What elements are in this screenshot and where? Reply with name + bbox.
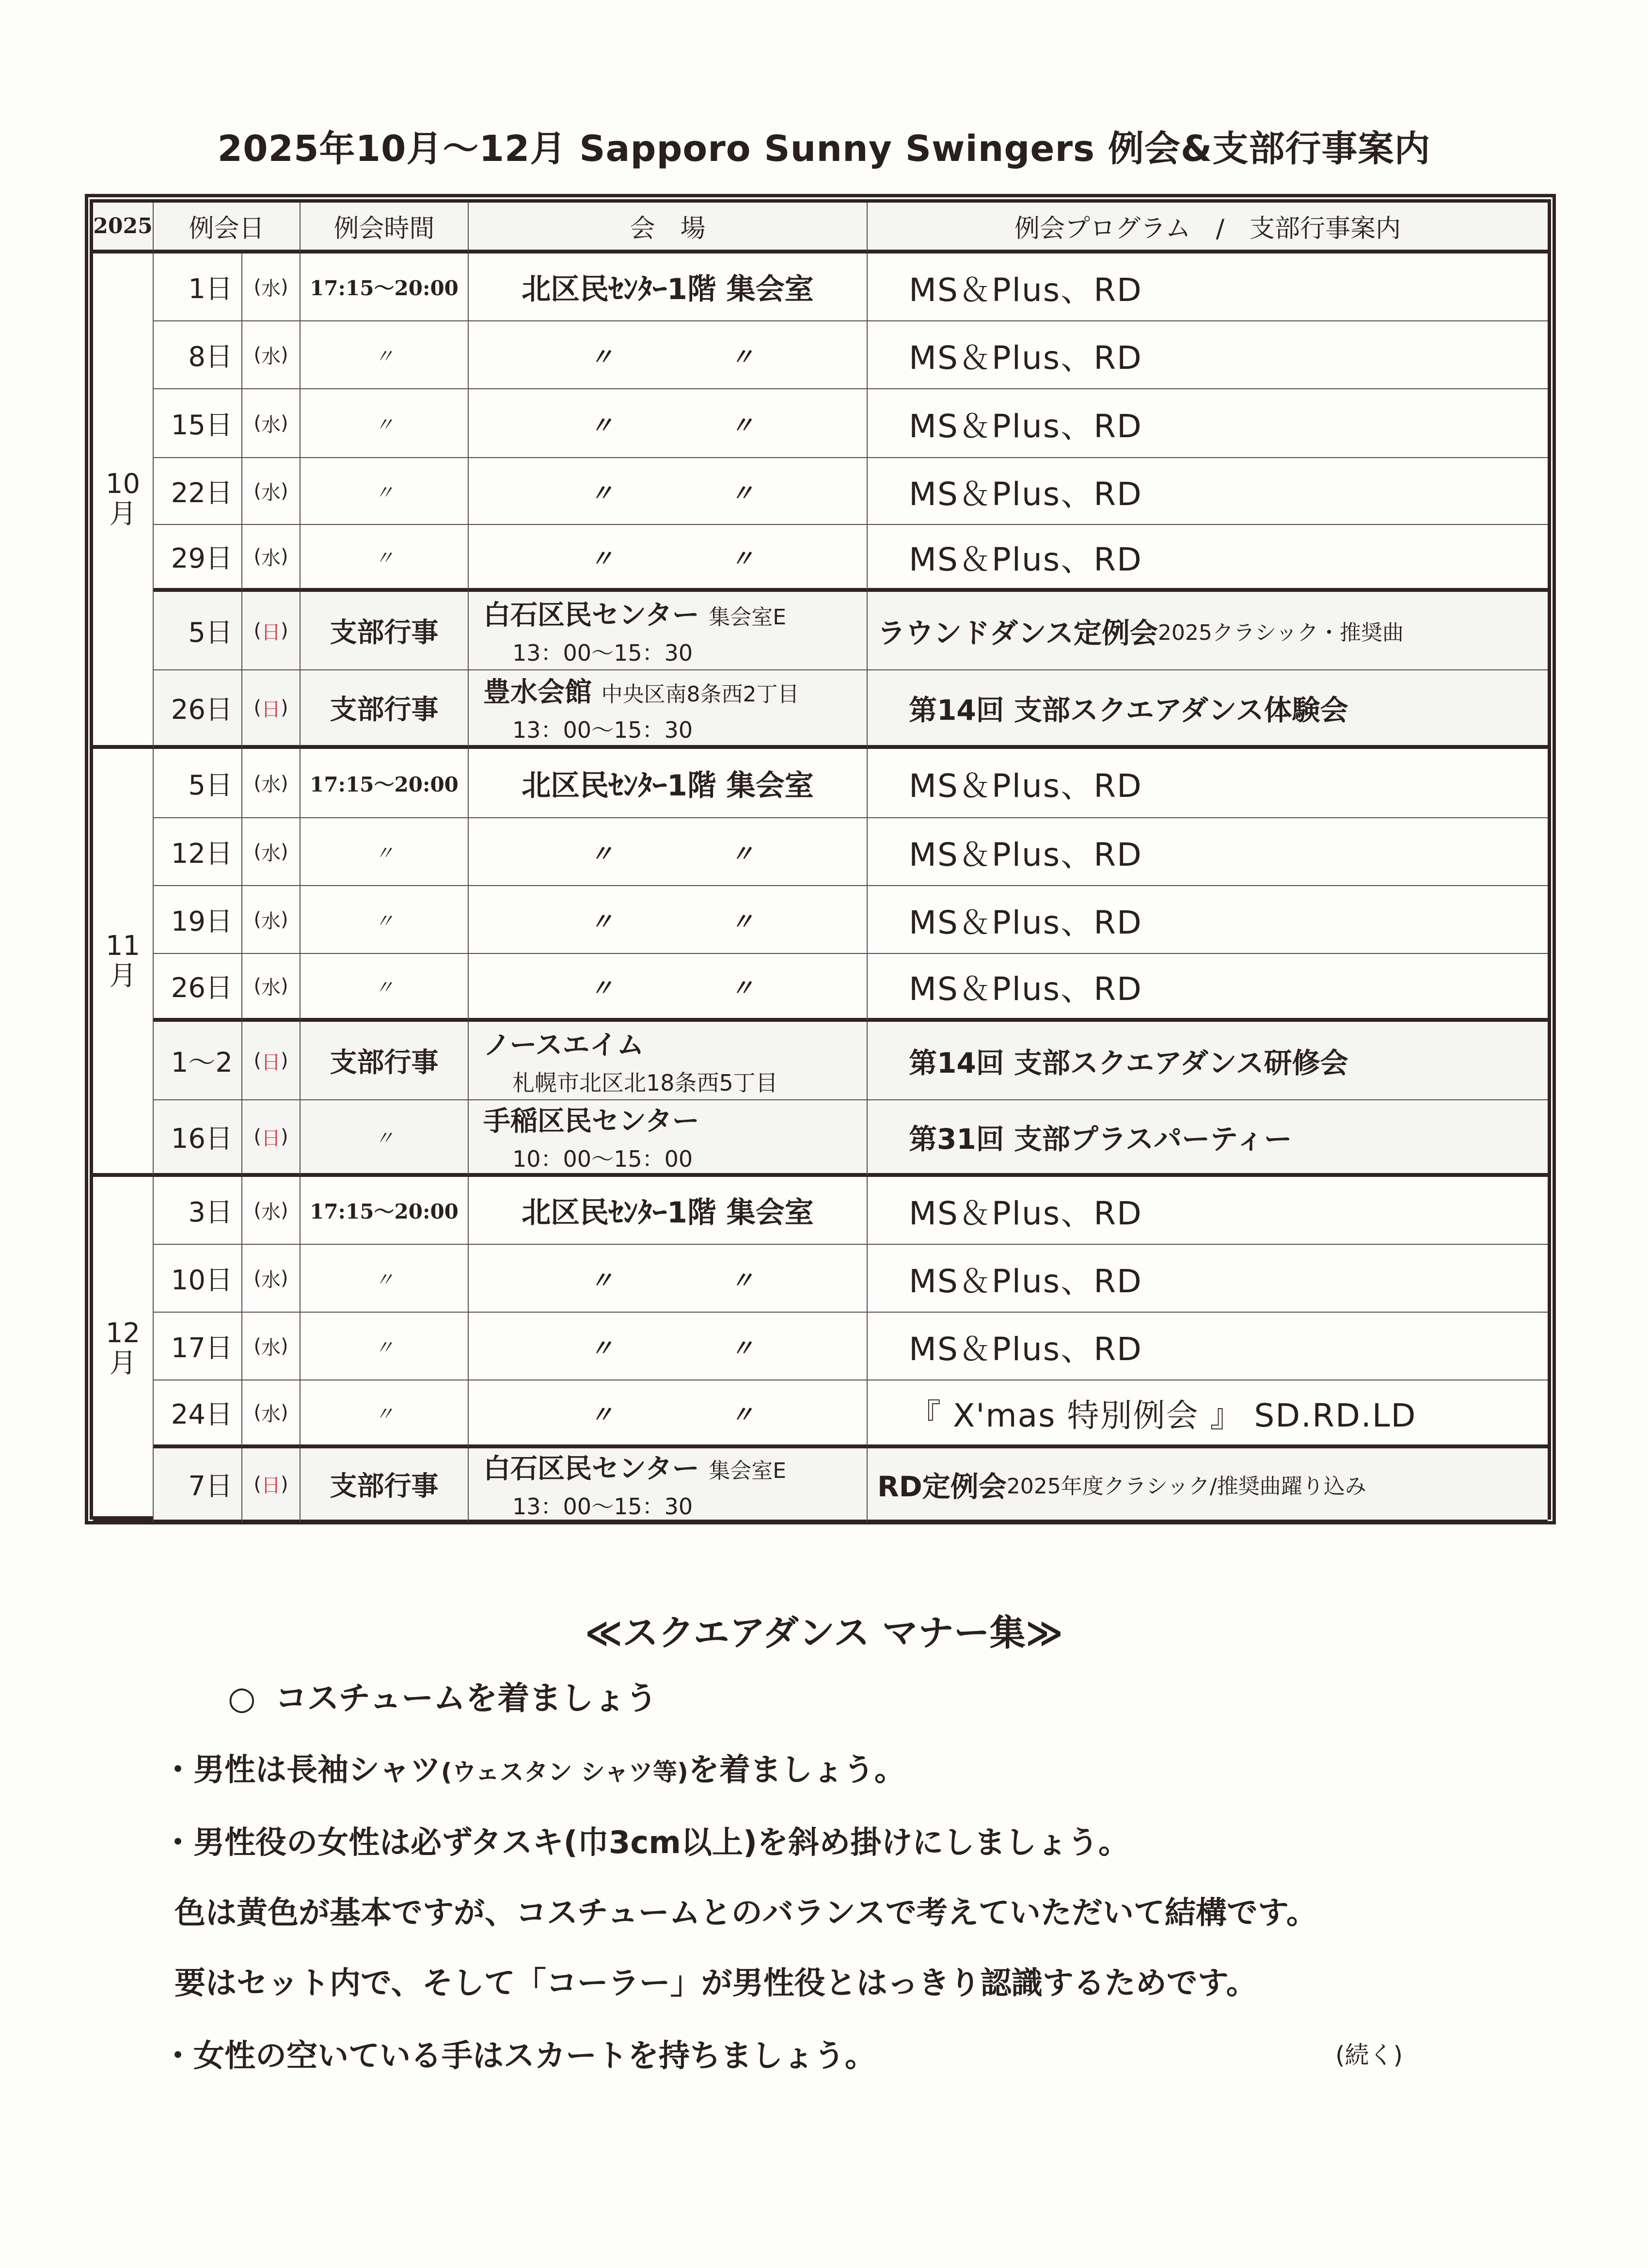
ditto-mark: 〃 (590, 1334, 614, 1362)
ditto-mark: 〃 (590, 479, 614, 507)
day-text: 26日 (171, 972, 233, 1004)
venue-line-2: 10：00～15：00 (512, 1146, 693, 1172)
line-text: 要はセット内で、そして「コーラー」が男性役とはっきり認識するためです。 (174, 1966, 1257, 2001)
paren-open: ( (254, 1473, 261, 1495)
paren-close: ) (281, 480, 288, 502)
paren-open: ( (254, 480, 261, 502)
row-weekday (242, 1177, 301, 1245)
section-title: コスチュームを着ましょう (275, 1680, 658, 1717)
row-program (868, 1177, 1548, 1245)
program-name: 第31回 支部プラスパーティー (909, 1123, 1292, 1156)
paren-open: ( (254, 1049, 261, 1072)
manners-line-1 (162, 1745, 905, 1790)
month-number: 12 (105, 1317, 141, 1349)
paren-open: ( (254, 908, 261, 931)
weekday-text: 水 (261, 1269, 281, 1291)
row-program (868, 1380, 1548, 1448)
paren-open: ( (254, 841, 261, 863)
ditto-mark: 〃 (730, 343, 754, 371)
weekday-text: 日 (261, 698, 281, 721)
weekday-text: 水 (261, 842, 281, 865)
venue-line-1 (483, 1024, 644, 1063)
day-text: 1日 (188, 273, 233, 305)
row-program (868, 525, 1548, 592)
row-venue (469, 749, 868, 818)
paren-close: ) (281, 1126, 288, 1148)
weekday-text: 水 (261, 910, 281, 933)
program-name: MS＆Plus、RD (909, 540, 1142, 578)
row-venue (469, 818, 868, 886)
paren-close: ) (281, 1401, 288, 1424)
weekday-text: 水 (261, 277, 281, 300)
time-text: 17:15～20:00 (310, 1200, 459, 1223)
day-text: 19日 (171, 906, 233, 937)
day-text: 10日 (171, 1265, 233, 1296)
row-time (301, 1245, 469, 1313)
page-title: 2025年10月～12月 Sapporo Sunny Swingers 例会&支部行事案内 (217, 128, 1431, 170)
row-weekday (242, 670, 301, 749)
venue-line-2: 13：00～15：30 (512, 1493, 693, 1520)
row-program (868, 458, 1548, 525)
venue-line-1 (483, 671, 799, 710)
row-weekday (242, 886, 301, 954)
bullet: ・ (162, 2038, 193, 2074)
time-text: 支部行事 (330, 1047, 439, 1078)
row-time (301, 818, 469, 886)
row-weekday (242, 1380, 301, 1448)
manners-line-4 (174, 1958, 1257, 2003)
manners-line-3 (174, 1888, 1317, 1933)
header-venue: 会 場 (469, 203, 868, 254)
month-label (93, 1177, 154, 1523)
venue-detail: 集会室E (709, 1458, 787, 1483)
weekday-text: 日 (261, 1475, 281, 1497)
row-venue (469, 458, 868, 525)
ditto-mark: 〃 (730, 545, 754, 572)
row-weekday (242, 525, 301, 592)
time-text: 17:15～20:00 (310, 772, 459, 796)
program-name: MS＆Plus、RD (909, 1330, 1142, 1368)
row-day (154, 886, 242, 954)
paren-open: ( (254, 1401, 261, 1424)
row-time (301, 458, 469, 525)
time-text: 支部行事 (330, 617, 439, 649)
time-text: 〃 (374, 976, 394, 999)
line-note: (ウェスタン シャツ等) (441, 1758, 688, 1786)
weekday-text: 水 (261, 774, 281, 796)
row-venue (469, 1022, 868, 1100)
paren-open: ( (254, 772, 261, 794)
row-day (154, 954, 242, 1022)
month-unit: 月 (109, 498, 137, 530)
header-date: 例会日 (154, 203, 301, 254)
weekday-text: 日 (261, 1051, 281, 1074)
venue-name: 北区民ｾﾝﾀｰ1階 集会室 (522, 768, 814, 803)
row-day (154, 1448, 242, 1523)
venue-name: 豊水会館 (483, 677, 592, 708)
row-program (868, 1022, 1548, 1100)
ditto-mark: 〃 (730, 479, 754, 507)
venue-name: 北区民ｾﾝﾀｰ1階 集会室 (522, 272, 814, 306)
row-venue (469, 886, 868, 954)
row-venue (469, 525, 868, 592)
program-detail: 2025クラシック・推奨曲 (1157, 620, 1404, 645)
time-text: 支部行事 (330, 694, 439, 726)
venue-detail: 集会室E (709, 605, 787, 630)
venue-line-1 (483, 594, 786, 633)
venue-name: 手稲区民センター (483, 1106, 699, 1137)
row-program (868, 670, 1548, 749)
day-text: 15日 (171, 410, 233, 441)
row-time (301, 592, 469, 670)
day-text: 3日 (188, 1197, 233, 1228)
row-day (154, 592, 242, 670)
ditto-mark: 〃 (590, 908, 614, 936)
weekday-text: 水 (261, 345, 281, 368)
program-name: MS＆Plus、RD (909, 339, 1142, 377)
venue-name: 白石区民センター (483, 1453, 699, 1485)
program-name: MS＆Plus、RD (909, 1262, 1142, 1300)
row-venue (469, 254, 868, 321)
row-day (154, 749, 242, 818)
row-time (301, 1100, 469, 1177)
row-venue (469, 1380, 868, 1448)
month-number: 10 (105, 468, 141, 500)
row-program (868, 1245, 1548, 1313)
row-time (301, 749, 469, 818)
venue-line-2: 札幌市北区北18条西5丁目 (512, 1070, 778, 1096)
manners-line-5 (162, 2031, 876, 2076)
venue-detail: 中央区南8条西2丁目 (601, 682, 799, 707)
header-time: 例会時間 (301, 203, 469, 254)
venue-line-2: 13：00～15：30 (512, 640, 693, 666)
program-name: MS＆Plus、RD (909, 767, 1142, 805)
program-name: MS＆Plus、RD (909, 970, 1142, 1008)
row-program (868, 818, 1548, 886)
row-weekday (242, 389, 301, 458)
bullet: ・ (162, 1825, 193, 1861)
time-text: 〃 (374, 1127, 394, 1150)
ditto-mark: 〃 (590, 974, 614, 1002)
row-program (868, 1448, 1548, 1523)
row-program (868, 592, 1548, 670)
row-program (868, 886, 1548, 954)
program-detail: 2025年度クラシック/推奨曲躍り込み (1006, 1474, 1366, 1499)
paren-close: ) (281, 1335, 288, 1357)
paren-close: ) (281, 772, 288, 794)
time-text: 〃 (374, 481, 394, 504)
day-text: 5日 (188, 769, 233, 801)
row-day (154, 1177, 242, 1245)
circle-marker-icon: ○ (228, 1680, 256, 1717)
weekday-text: 水 (261, 1201, 281, 1223)
paren-close: ) (281, 545, 288, 568)
program-name: 第14回 支部スクエアダンス研修会 (909, 1047, 1348, 1079)
day-text: 5日 (188, 617, 233, 649)
row-venue (469, 592, 868, 670)
program-name: MS＆Plus、RD (909, 475, 1142, 513)
paren-open: ( (254, 1335, 261, 1357)
paren-open: ( (254, 1267, 261, 1289)
row-program (868, 954, 1548, 1022)
manners-title: ≪スクエアダンス マナー集≫ (585, 1612, 1063, 1654)
paren-close: ) (281, 1049, 288, 1072)
row-time (301, 1022, 469, 1100)
month-label (93, 749, 154, 1177)
weekday-text: 日 (261, 1127, 281, 1150)
paren-open: ( (254, 344, 261, 366)
day-text: 8日 (188, 341, 233, 373)
program-name: ラウンドダンス定例会 (877, 617, 1158, 650)
line-text: 色は黄色が基本ですが、コスチュームとのバランスで考えていただいて結構です。 (174, 1895, 1317, 1931)
row-weekday (242, 592, 301, 670)
paren-close: ) (281, 412, 288, 434)
program-name: MS＆Plus、RD (909, 1194, 1142, 1232)
ditto-mark: 〃 (590, 840, 614, 868)
ditto-mark: 〃 (730, 1401, 754, 1428)
bullet: ・ (162, 1752, 193, 1788)
ditto-mark: 〃 (590, 1401, 614, 1428)
day-text: 22日 (171, 477, 233, 509)
row-time (301, 670, 469, 749)
row-weekday (242, 1022, 301, 1100)
header-year: 2025 (93, 203, 154, 254)
paren-open: ( (254, 697, 261, 719)
row-day (154, 525, 242, 592)
row-program (868, 1100, 1548, 1177)
line-text-rest: を着ましょう。 (688, 1752, 905, 1788)
ditto-mark: 〃 (730, 974, 754, 1002)
row-program (868, 1313, 1548, 1380)
time-text: 〃 (374, 345, 394, 368)
day-text: 12日 (171, 838, 233, 870)
row-weekday (242, 1245, 301, 1313)
row-day (154, 254, 242, 321)
row-weekday (242, 458, 301, 525)
manners-line-2 (162, 1818, 1129, 1862)
ditto-mark: 〃 (590, 1267, 614, 1294)
paren-close: ) (281, 619, 288, 642)
time-text: 〃 (374, 413, 394, 436)
program-name: 第14回 支部スクエアダンス体験会 (909, 694, 1348, 727)
row-time (301, 1380, 469, 1448)
month-number: 11 (105, 930, 141, 962)
row-day (154, 1100, 242, 1177)
time-text: 17:15～20:00 (310, 276, 459, 300)
paren-open: ( (254, 975, 261, 997)
paren-open: ( (254, 412, 261, 434)
row-venue (469, 1100, 868, 1177)
row-time (301, 1448, 469, 1523)
row-day (154, 389, 242, 458)
day-text: 1～2 (171, 1047, 233, 1078)
row-venue (469, 1313, 868, 1380)
row-time (301, 954, 469, 1022)
row-day (154, 1380, 242, 1448)
line-text: 女性の空いている手はスカートを持ちましょう。 (193, 2038, 876, 2074)
program-name: MS＆Plus、RD (909, 836, 1142, 873)
day-text: 29日 (171, 543, 233, 574)
program-name: 『 X'mas 特別例会 』 SD.RD.LD (909, 1396, 1417, 1434)
weekday-text: 水 (261, 481, 281, 504)
program-name: MS＆Plus、RD (909, 271, 1142, 309)
paren-close: ) (281, 1473, 288, 1495)
row-venue (469, 670, 868, 749)
row-weekday (242, 1448, 301, 1523)
row-time (301, 1177, 469, 1245)
row-program (868, 749, 1548, 818)
program-name: RD定例会 (877, 1470, 1007, 1503)
row-weekday (242, 818, 301, 886)
venue-name: 北区民ｾﾝﾀｰ1階 集会室 (522, 1196, 814, 1230)
row-weekday (242, 321, 301, 389)
row-venue (469, 1177, 868, 1245)
ditto-mark: 〃 (730, 412, 754, 439)
ditto-mark: 〃 (730, 1334, 754, 1362)
row-day (154, 1022, 242, 1100)
row-day (154, 1313, 242, 1380)
weekday-text: 日 (261, 621, 281, 644)
weekday-text: 水 (261, 976, 281, 999)
row-venue (469, 1448, 868, 1523)
row-weekday (242, 954, 301, 1022)
month-unit: 月 (109, 1347, 137, 1379)
row-time (301, 389, 469, 458)
row-venue (469, 954, 868, 1022)
day-text: 24日 (171, 1399, 233, 1430)
program-name: MS＆Plus、RD (909, 407, 1142, 445)
day-text: 17日 (171, 1332, 233, 1364)
ditto-mark: 〃 (590, 343, 614, 371)
time-text: 〃 (374, 842, 394, 865)
weekday-text: 水 (261, 1336, 281, 1359)
row-time (301, 254, 469, 321)
row-program (868, 389, 1548, 458)
day-text: 26日 (171, 694, 233, 726)
paren-close: ) (281, 841, 288, 863)
day-text: 16日 (171, 1123, 233, 1155)
row-day (154, 818, 242, 886)
row-venue (469, 389, 868, 458)
row-time (301, 525, 469, 592)
paren-close: ) (281, 1199, 288, 1221)
manners-section-heading (228, 1672, 657, 1718)
ditto-mark: 〃 (730, 840, 754, 868)
paren-close: ) (281, 276, 288, 298)
row-day (154, 1245, 242, 1313)
venue-line-1 (483, 1100, 699, 1139)
paren-close: ) (281, 697, 288, 719)
ditto-mark: 〃 (590, 545, 614, 572)
continued-note: (続く) (1335, 2041, 1403, 2069)
row-weekday (242, 254, 301, 321)
venue-name: ノースエイム (483, 1030, 644, 1061)
row-day (154, 321, 242, 389)
month-label (93, 254, 154, 749)
paren-open: ( (254, 1199, 261, 1221)
row-program (868, 321, 1548, 389)
line-text: 男性は長袖シャツ (193, 1752, 441, 1788)
paren-close: ) (281, 908, 288, 931)
paren-close: ) (281, 1267, 288, 1289)
weekday-text: 水 (261, 547, 281, 570)
time-text: 支部行事 (330, 1470, 439, 1502)
weekday-text: 水 (261, 1403, 281, 1426)
row-weekday (242, 749, 301, 818)
time-text: 〃 (374, 547, 394, 570)
time-text: 〃 (374, 1269, 394, 1291)
paren-open: ( (254, 276, 261, 298)
row-weekday (242, 1100, 301, 1177)
row-day (154, 458, 242, 525)
venue-line-2: 13：00～15：30 (512, 717, 693, 743)
row-venue (469, 1245, 868, 1313)
paren-close: ) (281, 975, 288, 997)
weekday-text: 水 (261, 413, 281, 436)
row-weekday (242, 1313, 301, 1380)
row-program (868, 254, 1548, 321)
time-text: 〃 (374, 1403, 394, 1426)
venue-name: 白石区民センター (483, 600, 699, 631)
header-program: 例会プログラム / 支部行事案内 (868, 203, 1548, 254)
paren-open: ( (254, 619, 261, 642)
row-time (301, 321, 469, 389)
row-day (154, 670, 242, 749)
line-text: 男性役の女性は必ずタスキ(巾3cm以上)を斜め掛けにしましょう。 (193, 1825, 1130, 1861)
month-unit: 月 (109, 960, 137, 992)
row-venue (469, 321, 868, 389)
row-time (301, 1313, 469, 1380)
time-text: 〃 (374, 910, 394, 933)
row-time (301, 886, 469, 954)
program-name: MS＆Plus、RD (909, 904, 1142, 941)
ditto-mark: 〃 (730, 908, 754, 936)
ditto-mark: 〃 (590, 412, 614, 439)
ditto-mark: 〃 (730, 1267, 754, 1294)
paren-open: ( (254, 1126, 261, 1148)
paren-close: ) (281, 344, 288, 366)
time-text: 〃 (374, 1336, 394, 1359)
paren-open: ( (254, 545, 261, 568)
day-text: 7日 (188, 1470, 233, 1502)
venue-line-1 (483, 1447, 786, 1486)
